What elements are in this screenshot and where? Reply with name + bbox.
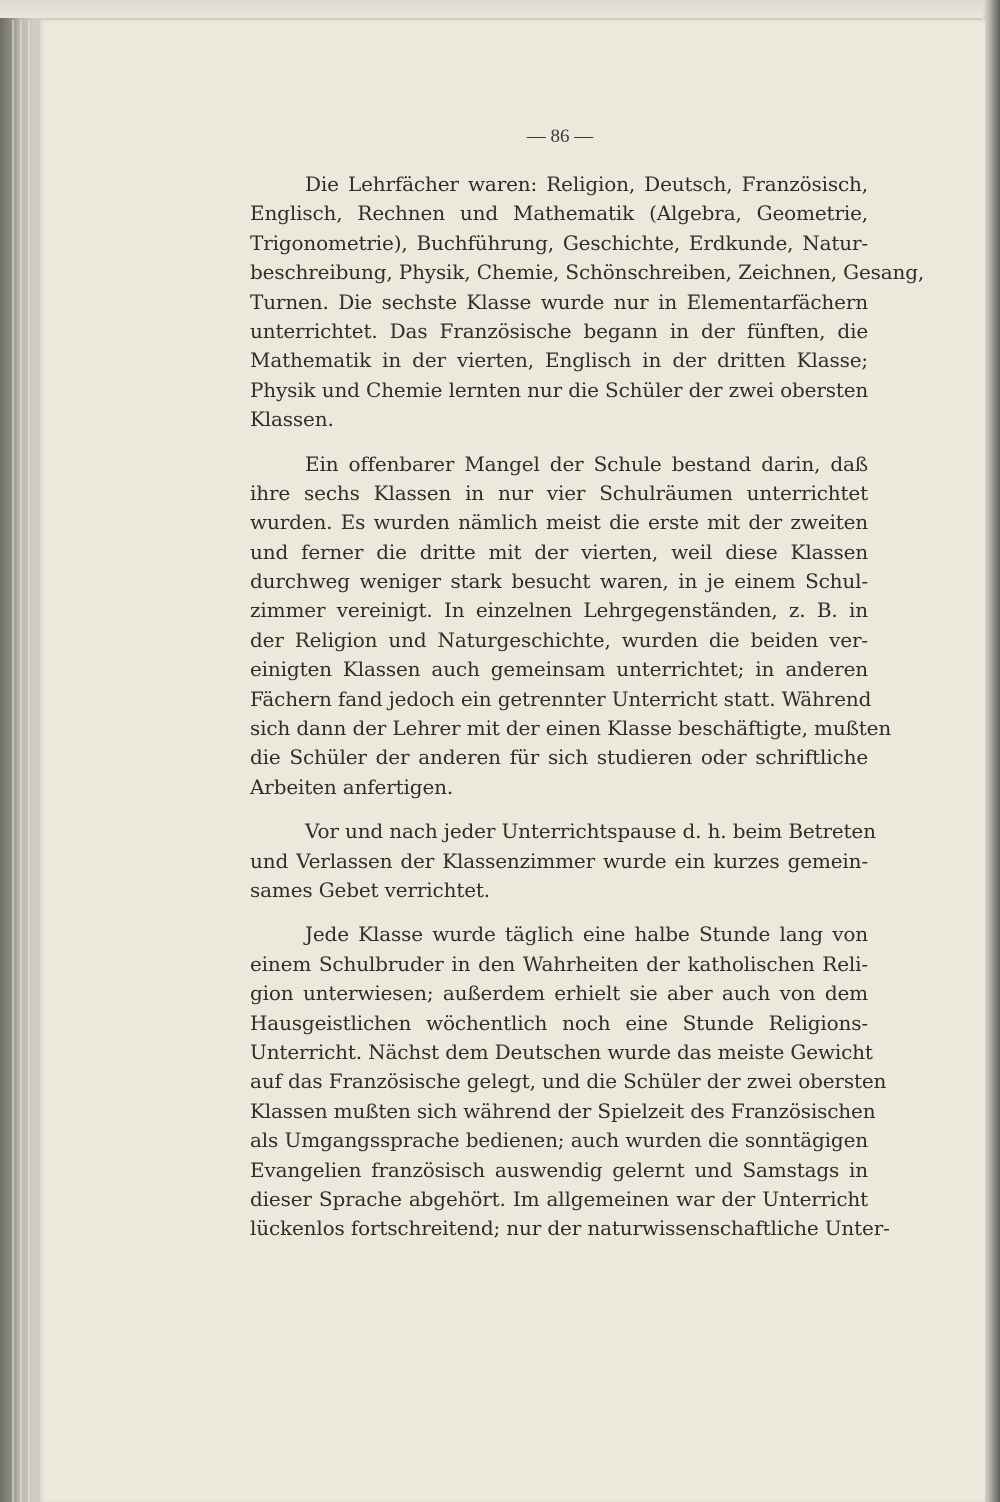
text-line: unterrichtet. Das Französische begann in der fünften, die [250, 318, 868, 343]
text-line: die Schüler der anderen für sich studieren oder schriftliche [250, 745, 868, 770]
text-line: Unterricht. Nächst dem Deutschen wurde das meiste Gewicht [250, 1039, 873, 1064]
text-line: Mathematik in der vierten, Englisch in der dritten Klasse; [250, 348, 868, 373]
text-line: Trigonometrie), Buchführung, Geschichte, Erdkunde, Natur- [250, 230, 868, 255]
text-line: Arbeiten anfertigen. [250, 774, 454, 799]
page-edge-line [28, 20, 30, 1502]
paragraph [250, 450, 892, 803]
text-line: Englisch, Rechnen und Mathematik (Algebra, Geometrie, [250, 201, 868, 226]
page-edge-line [12, 20, 14, 1502]
paragraph [250, 817, 876, 905]
page-edge-line [20, 20, 22, 1502]
text-line: wurden. Es wurden nämlich meist die erste mit der zweiten [250, 510, 868, 535]
text-line: Vor und nach jeder Unterrichtspause d. h. beim Betreten [305, 819, 876, 844]
text-line: lückenlos fortschreitend; nur der naturwissenschaftliche Unter- [250, 1216, 890, 1241]
text-line: auf das Französische gelegt, und die Schüler der zwei obersten [250, 1069, 887, 1094]
paragraph [250, 920, 890, 1243]
text-line: Klassen mußten sich während der Spielzeit des Französischen [250, 1098, 876, 1123]
text-line: Physik und Chemie lernten nur die Schüler der zwei obersten [250, 377, 869, 402]
text-line: und ferner die dritte mit der vierten, weil diese Klassen [250, 539, 868, 564]
page-number: — 86 — [526, 126, 594, 147]
text-line: Die Lehrfächer waren: Religion, Deutsch, Französisch, [305, 172, 868, 196]
text-line: gion unterwiesen; außerdem erhielt sie aber auch von dem [250, 981, 868, 1006]
text-line: ihre sechs Klassen in nur vier Schulräumen unterrichtet [250, 480, 868, 505]
text-line: Fächern fand jedoch ein getrennter Unterricht statt. Während [250, 686, 872, 711]
text-line: einem Schulbruder in den Wahrheiten der katholischen Reli- [250, 951, 868, 976]
text-line: einigten Klassen auch gemeinsam unterrichtet; in anderen [250, 657, 868, 682]
text-line: beschreibung, Physik, Chemie, Schönschreiben, Zeichnen, Gesang, [250, 260, 925, 285]
text-line: sich dann der Lehrer mit der einen Klasse beschäftigte, mußten [250, 716, 892, 741]
text-line: Ein offenbarer Mangel der Schule bestand darin, daß [305, 451, 868, 476]
body-text [250, 170, 925, 1248]
text-line: Evangelien französisch auswendig gelernt und Samstags in [250, 1157, 868, 1182]
text-line: Hausgeistlichen wöchentlich noch eine Stunde Religions- [250, 1010, 868, 1035]
text-line: dieser Sprache abgehört. Im allgemeinen war der Unterricht [250, 1186, 868, 1211]
text-line: Klassen. [250, 407, 334, 432]
text-line: durchweg weniger stark besucht waren, in je einem Schul- [250, 569, 868, 594]
top-paper-band [0, 0, 1000, 18]
text-line: als Umgangssprache bedienen; auch wurden die sonntägigen [250, 1128, 868, 1153]
text-line: Jede Klasse wurde täglich eine halbe Stunde lang von [305, 922, 868, 947]
text-line: Turnen. Die sechste Klasse wurde nur in Elementarfächern [250, 289, 868, 314]
text-line: der Religion und Naturgeschichte, wurden die beiden ver- [250, 627, 868, 652]
text-line: sames Gebet verrichtet. [250, 877, 491, 902]
text-line: und Verlassen der Klassenzimmer wurde ein kurzes gemein- [250, 848, 868, 873]
paragraph [250, 170, 925, 435]
text-line: zimmer vereinigt. In einzelnen Lehrgegenständen, z. B. in [250, 598, 868, 623]
